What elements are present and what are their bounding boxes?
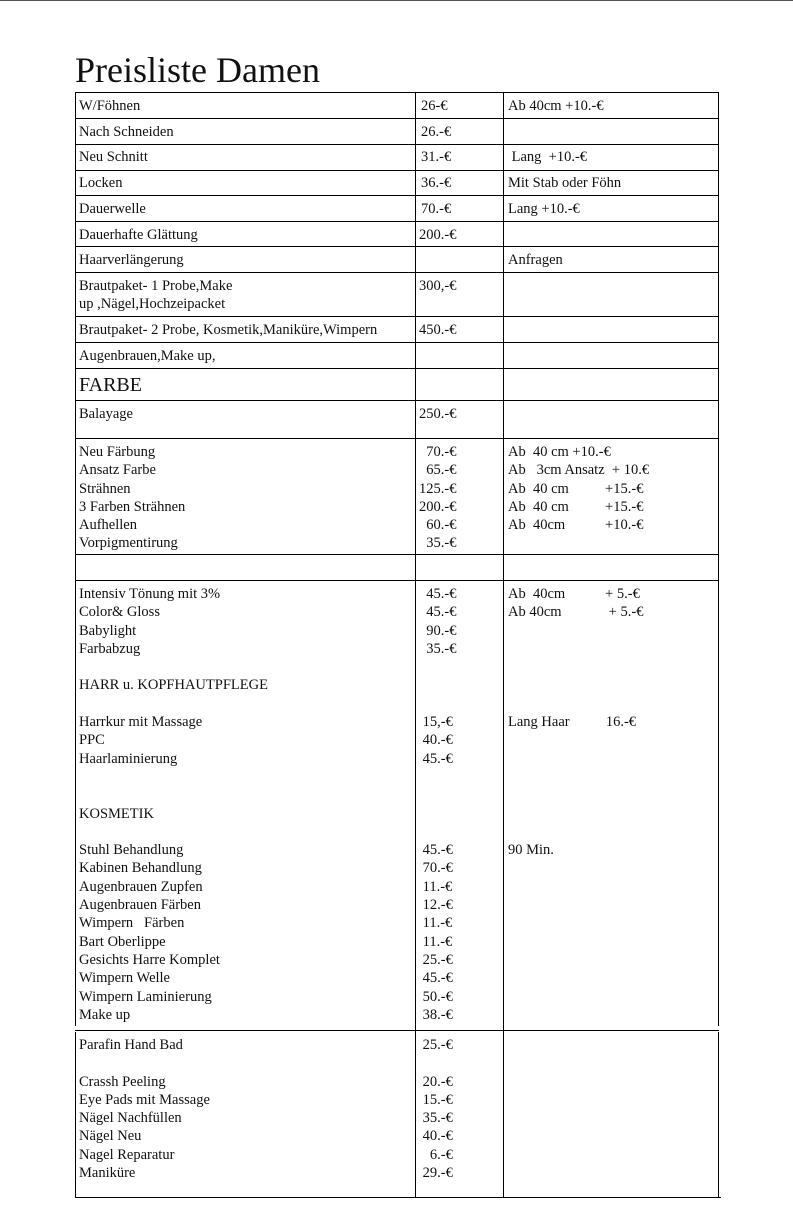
table-cell-service: Haarverlängerung <box>79 252 184 268</box>
table-cell-service: Dauerhafte Glättung <box>79 227 198 243</box>
table-cell-price: 31.-€ <box>421 149 452 165</box>
table-cell-price: 45.-€ 45.-€ 90.-€ 35.-€ 15,-€ 40.-€ 45.-€ 45.-€ 70.-€ 11.-€ 12.-€ 11.-€ 11.-€ 25.-€ 45.-€ 50.-€ 38.-€ <box>422 586 457 1023</box>
table-border <box>718 92 719 1026</box>
table-cell-price: 70.-€ 65.-€ 125.-€ 200.-€ 60.-€ 35.-€ <box>419 444 457 552</box>
table-cell-service: Nach Schneiden <box>79 124 174 140</box>
table-cell-note: Ab 40cm +10.-€ <box>508 98 604 114</box>
table-border <box>75 1032 76 1198</box>
table-cell-note: Lang +10.-€ <box>508 201 580 217</box>
table-cell-service: Balayage <box>79 406 133 422</box>
table-cell-note: Mit Stab oder Föhn <box>508 175 622 191</box>
table-border <box>75 195 719 196</box>
section-heading: FARBE <box>79 374 142 396</box>
table-border <box>75 92 76 1026</box>
table-cell-service: Neu Färbung Ansatz Farbe Strähnen 3 Farben Strähnen Aufhellen Vorpigmentirung <box>79 444 186 552</box>
table-cell-price: 300,-€ <box>419 278 457 294</box>
table-cell-service: Intensiv Tönung mit 3% Color& Gloss Babylight Farbabzug HARR u. KOPFHAUTPFLEGE Harrkur mit Massage PPC Haarlaminierung KOSMETIK Stuhl Behandlung Kabinen Behandlung Augenbrauen Zupfen Augenbrauen Färben Wimpern Färben Bart Oberlippe Gesichts Harre Komplet Wimpern Welle Wimpern Laminierung Make up <box>79 586 268 1023</box>
table-cell-service: Parafin Hand Bad Crassh Peeling Eye Pads mit Massage Nägel Nachfüllen Nägel Neu Nagel Reparatur Maniküre <box>79 1037 210 1182</box>
table-cell-service: Augenbrauen,Make up, <box>79 348 216 364</box>
table-border <box>503 92 504 1198</box>
table-cell-price: 25.-€ 20.-€ 15.-€ 35.-€ 40.-€ 6.-€ 29.-€ <box>422 1037 453 1182</box>
table-border <box>75 438 719 439</box>
table-cell-note: Ab 40cm + 5.-€ Ab 40cm + 5.-€ Lang Haar 16.-€ 90 Min. <box>508 586 644 859</box>
table-border <box>75 246 719 247</box>
table-cell-price: 200.-€ <box>419 227 457 243</box>
table-border <box>75 272 719 273</box>
table-cell-service: Brautpaket- 1 Probe,Make up ,Nägel,Hochzeipacket <box>79 278 233 313</box>
table-cell-price: 70.-€ <box>421 201 452 217</box>
table-border <box>75 342 719 343</box>
table-cell-service: W/Föhnen <box>79 98 141 114</box>
table-cell-note: Anfragen <box>508 252 563 268</box>
table-border <box>75 170 719 171</box>
table-cell-price: 450.-€ <box>419 322 457 338</box>
table-cell-service: Dauerwelle <box>79 201 146 217</box>
table-border <box>75 1030 719 1031</box>
table-cell-price: 26.-€ <box>421 124 452 140</box>
table-border <box>75 580 719 581</box>
table-border <box>75 144 719 145</box>
table-border <box>75 92 719 93</box>
table-border <box>75 118 719 119</box>
table-cell-service: Neu Schnitt <box>79 149 148 165</box>
table-border <box>415 92 416 1198</box>
table-cell-price: 36.-€ <box>421 175 452 191</box>
table-cell-note: Lang +10.-€ <box>508 149 588 165</box>
table-border <box>75 316 719 317</box>
table-border <box>75 554 719 555</box>
table-border <box>75 400 719 401</box>
table-cell-service: Locken <box>79 175 123 191</box>
table-cell-note: Ab 40 cm +10.-€ Ab 3cm Ansatz + 10.€ Ab 40 cm +15.-€ Ab 40 cm +15.-€ Ab 40cm +10.-€ <box>508 444 650 534</box>
table-cell-service: Brautpaket- 2 Probe, Kosmetik,Maniküre,Wimpern <box>79 322 378 338</box>
table-border <box>718 1032 719 1198</box>
table-border <box>75 1197 721 1198</box>
table-border <box>75 368 719 369</box>
page-title: Preisliste Damen <box>75 50 320 90</box>
table-cell-price: 26-€ <box>421 98 448 114</box>
table-cell-price: 250.-€ <box>419 406 457 422</box>
table-border <box>75 221 719 222</box>
